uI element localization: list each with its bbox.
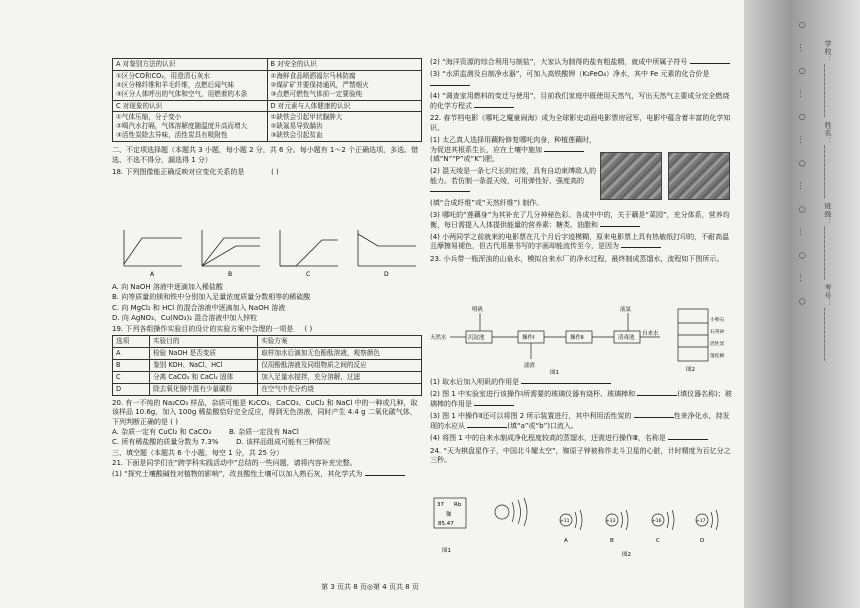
q17-cell-c-title: C 对现象的认识	[113, 100, 268, 112]
binding-line-dots: ○ … ○ … ○ … ○ … ○ … ○ … ○	[797, 20, 807, 312]
label-tap-water: 自来水	[642, 331, 659, 337]
q19-cell: B	[113, 359, 150, 371]
q19-cell: 鉴别 KOH、NaCl、HCl	[150, 359, 258, 371]
ion-b-charge: +13	[606, 519, 616, 524]
table-row	[113, 348, 422, 360]
label-operation-1: 操作Ⅰ	[522, 335, 535, 341]
label-operation-2: 操作Ⅱ	[570, 335, 584, 341]
q17-cell-b-body: ①海鲜食品喷洒福尔马林防腐 ②煤矿矿井要保持通风，严禁烟火 ③点燃可燃性气体前一定要验纯	[267, 70, 422, 100]
q19-header-purpose: 实验目的	[150, 336, 258, 348]
graph-label-b: B	[228, 271, 233, 278]
page-footer: 第 3 页共 8 页◎第 4 页共 8 页	[321, 583, 419, 591]
q19-cell: 取样加水后滴加无色酚酞溶液，观察颜色	[258, 348, 422, 360]
q19-header-option: 选项	[113, 336, 150, 348]
q21-sub1: (1) “探究土壤酸碱性对植物的影响”，改良酸性土壤可以加入熟石灰，其化学式为	[112, 470, 422, 479]
q17-cell-a-title: A 对鉴别方法的认识	[113, 59, 268, 71]
q18-option-d: D. 向 AgNO₃、Cu(NO₃)₂ 混合溶液中加入锌粒	[112, 314, 258, 323]
q17-cell-a-body: ①区分CO和CO₂，用澄清石灰水 ②区分棉纤维和羊毛纤维，点燃后闻气味 ③区分人体呼出的气体和空气，用燃着的木条	[113, 70, 268, 100]
q19-cell: D	[113, 383, 150, 395]
section2-title: 二、不定项选择题（本题共 3 小题，每小题 2 分，共 6 分。每小题有 1～2 个正确选项，多选、错选、不选不得分，漏选得 1 分）	[112, 146, 419, 164]
rb-number: 37	[437, 502, 444, 508]
graph-label-a: A	[150, 271, 155, 278]
q24-stem: 24. “天为棋盘星作子，中国北斗耀太空”，铷原子钟被称作北斗卫星的心脏，计时精度为百亿分之三秒。	[430, 446, 731, 465]
q17-cell-d-body: ①缺铁会引起甲状腺肿大 ②缺氟易导致龋齿 ③缺铁会引起贫血	[267, 112, 422, 142]
q23-sub4: (4) 将图 1 中的自来水制成净化程度较高的蒸馏水，还需进行操作Ⅲ，名称是	[430, 434, 736, 443]
q22-left-text	[430, 136, 598, 196]
q17-cell-c-body: ①气体压缩，分子变小 ②喝汽水打嗝，气体溶解度随温度升高而增大 ③活性炭除去异味，活性炭具有吸附性	[113, 112, 268, 142]
water-flow-svg	[430, 305, 736, 375]
q18-option-c: C. 向 MgCl₂ 和 HCl 的混合溶液中逐滴加入 NaOH 溶液	[112, 303, 286, 312]
graph-d	[358, 230, 416, 266]
q20-options-row1: A. 杂质一定有 CuCl₂ 和 CaCO₃ B. 杂质一定没有 NaCl	[112, 427, 299, 436]
q23-flow-diagram	[430, 305, 736, 375]
q21-sub2: (2) “海洋资源的综合利用与制盐”，大家认为制得的盐有粗盐精，就成中所属子符号	[430, 58, 736, 67]
graph-label-c: C	[306, 271, 311, 278]
ion-label-b: B	[610, 538, 614, 544]
ion-d-charge: +17	[696, 519, 706, 524]
q21-stem: 21. 下面是同学们在“跨学科实践活动中”总结的一些问题，请将内容补充完整。	[112, 459, 357, 468]
label-settling-tank: 沉淀池	[468, 335, 485, 341]
label-cotton: 蓬松棉	[710, 354, 725, 359]
ion-label-c: C	[656, 538, 660, 544]
label-fig2: 图2	[686, 367, 695, 373]
q22-sub4: (4) 小两同学之前就来的电影票在几个月后字迹模糊，原来电影票上具有热敏纸打印的，不耐高温且摩擦易褪色，但古代用墨书写的字画却能流传至今，是因为	[430, 233, 730, 251]
q19-cell: 仅用酚酞溶液及同组物质之间的反应	[258, 359, 422, 371]
label-natural-water: 天然水	[430, 335, 447, 341]
ion-label-d: D	[700, 538, 705, 544]
rb-nucleus	[495, 505, 509, 519]
rb-mass: 85.47	[438, 521, 454, 527]
label-chlorine: 液氯	[620, 307, 632, 313]
label-activated-carbon: 活性炭	[710, 342, 725, 347]
q19-cell: 分离 CaCO₃ 和 CaCl₂ 固体	[150, 371, 258, 383]
q21-sub4: (4) “调查家用燃料的变迁与使用”，目前我们家庭中既使用天然气，写出天然气主要成分完全燃烧的化学方程式	[430, 92, 730, 110]
q18-option-b: B. 向等质量的镁和铁中分别加入足量浓度质量分数相等的稀硫酸	[112, 293, 311, 302]
label-alum: 明矾	[472, 307, 484, 313]
q19-header-plan: 实验方案	[258, 336, 422, 348]
q19-cell: 检验 NaOH 是否变质	[150, 348, 258, 360]
q23-sub1: (1) 取水后加入明矾的作用是	[430, 378, 736, 387]
q17-cell-d-title: D 对元素与人体健康的认识	[267, 100, 422, 112]
movie-still-image-1	[600, 152, 662, 200]
label-quartz-sand: 石英砂	[710, 330, 725, 335]
atom-fig2-label: 图2	[622, 552, 631, 558]
label-residue: 滤渣	[524, 363, 536, 369]
label-disinfection: 清毒池	[618, 335, 635, 341]
label-pebble: 小卵石	[710, 318, 725, 323]
q18-option-a: A. 向 NaOH 溶液中逐滴加入稀盐酸	[112, 283, 223, 291]
q18-graph-set	[112, 226, 422, 278]
q19-cell: C	[113, 371, 150, 383]
atom-fig1-label: 图1	[442, 548, 451, 554]
rb-name: 铷	[446, 512, 452, 518]
q22-sub2: (2) 混天绫是一条七尺长的红绫，具有自动束缚敌人的能力。若仿制一条混天绫，可用弹性好、强度高的	[430, 167, 598, 195]
q23-sub3: (3) 图 1 中操作Ⅱ还可以将图 2 所示装置进行，其中利用活性炭的 性来净化水，持发现的水应从 (填“a”或“b”)口流入。	[430, 412, 730, 430]
q24-figures	[432, 490, 732, 560]
graph-b	[202, 230, 260, 266]
q22-sub3: (3) 哪吒的“莲藕身”为其补充了几分神秘色彩。各成中中的，关于藕是“菜园”，充分体系，营养均衡，每日需提入人体提供能量的营养素：糖类、油脂和	[430, 211, 730, 229]
q19-table	[112, 335, 422, 395]
graph-a	[124, 230, 182, 266]
ion-c-charge: +16	[652, 519, 662, 524]
table-row	[113, 383, 422, 395]
q19-cell: A	[113, 348, 150, 360]
q21-sub3: (3) “水质监测及自制净水器”，可加入高铁酸钾（K₂FeO₄）净水，其中 Fe 元素的化合价是	[430, 70, 736, 89]
movie-still-image-2	[668, 152, 730, 200]
left-column-lower	[112, 282, 422, 480]
left-column	[112, 58, 422, 180]
table-row	[113, 371, 422, 383]
section3-title: 三、填空题（本题共 6 个小题，每空 1 分，共 25 分）	[112, 448, 284, 457]
student-info-line: 学校：____________ 姓名：____________ 班级：____________ 考号：____________	[824, 40, 832, 362]
right-column-lower	[430, 378, 736, 469]
q17-table	[112, 58, 422, 142]
q20-options-row2: C. 所有稀盐酸的质量分数为 7.3% D. 该样品组成可能有三种情况	[112, 438, 331, 447]
q19-cell: 除去氧化铜中混有少量碳粉	[150, 383, 258, 395]
q19-cell: 在空气中充分灼烧	[258, 383, 422, 395]
atom-structure-svg	[432, 490, 732, 560]
q17-cell-b-title: B 对安全的认识	[267, 59, 422, 71]
graph-c	[280, 230, 338, 266]
ion-label-a: A	[564, 538, 568, 544]
rb-symbol: Rb	[454, 502, 462, 508]
q22-stem: 22. 春节档电影《哪吒之魔童闹海》成为全球影史动画电影票房冠军，电影中蕴含着丰富的化学知识。	[430, 114, 731, 132]
q19-cell: 加入足量水搅拌，充分溶解，过滤	[258, 371, 422, 383]
q18-stem: 18. 下列图像能正确反映对应变化关系的是 ( )	[112, 168, 279, 176]
label-fig1: 图1	[550, 370, 559, 375]
q23-stem: 23. 小兵带一瓶浑浊的山泉水，模拟自来水厂的净水过程，最终制成蒸馏水，流程如下图所示。	[430, 254, 724, 263]
q22-sub2b: (填“合成纤维”或“天然纤维”) 制作。	[430, 198, 544, 207]
q18-graphs	[112, 226, 422, 278]
q23-sub2: (2) 图 1 中实验室进行该操作Ⅰ所需要的玻璃仪器有烧杯、玻璃棒和 (填仪器名称)；玻璃棒的作用是	[430, 390, 732, 408]
q20-stem: 20. 有一不纯的 Na₂CO₃ 样品，杂质可能是 K₂CO₃、CaCO₃、CuCl₂ 和 NaCl 中的一种或几种，取该样品 10.6g，加入 100g 稀盐酸恰好完全反应，得到无色溶液，同时产生 4.4 g 二氧化碳气体，下列判断正确的是 ( )	[112, 398, 418, 426]
ion-a-charge: +11	[560, 519, 570, 524]
q22-sub1: (1) 太乙真人选择用藕粉修复哪吒肉身，种植莲藕时，为促进其根系生长，应在土壤中施加 (填“N”“P”或“K”)肥。	[430, 136, 597, 163]
table-row	[113, 359, 422, 371]
q19-stem: 19. 下列各组操作实验目的设计的实验方案中合理的一项是 ( )	[112, 324, 313, 333]
graph-label-d: D	[384, 271, 389, 278]
